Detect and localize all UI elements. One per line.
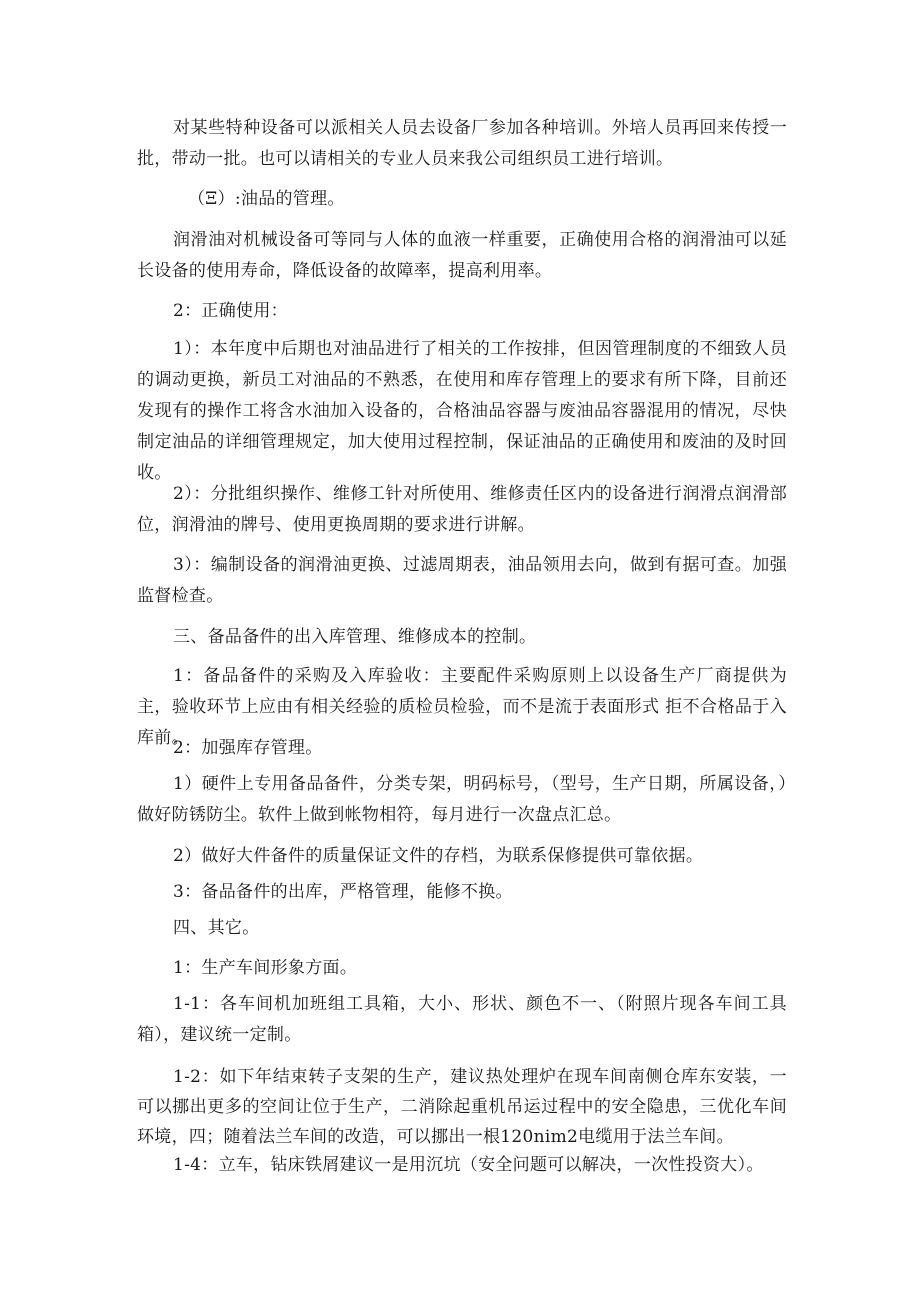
paragraph-training: 对某些特种设备可以派相关人员去设备厂参加各种培训。外培人员再回来传授一批，带动一批。也可以请相关的专业人员来我公司组织员工进行培训。 bbox=[137, 118, 787, 169]
paragraph-procurement: 1：备品备件的采购及入库验收：主要配件采购原则上以设备生产厂商提供为主，验收环节上应由有相关经验的质检员检验，而不是流于表面形式 拒不合格品于入库前。 bbox=[137, 666, 787, 748]
paragraph-warranty-docs: 2）做好大件备件的质量保证文件的存档，为联系保修提供可靠依据。 bbox=[173, 846, 704, 866]
heading-workshop-image: 1：生产车间形象方面。 bbox=[173, 958, 358, 978]
paragraph-hardware-software: 1）硬件上专用备品备件，分类专架，明码标号，（型号，生产日期，所属设备，）做好防锈防尘。软件上做到帐物相符，每月进行一次盘点汇总。 bbox=[137, 774, 787, 825]
paragraph-lubrication-schedule: 3）：编制设备的润滑油更换、过滤周期表，油品领用去向，做到有据可查。加强监督检查。 bbox=[137, 555, 787, 606]
paragraph-heat-treatment: 1-2：如下年结束转子支架的生产，建议热处理炉在现车间南侧仓库东安装，一可以挪出更多的空间让位于生产，二消除起重机吊运过程中的安全隐患，三优化车间环境，四；随着法兰车间的改造，可以挪出一根120nim2电缆用于法兰车间。 bbox=[137, 1067, 787, 1147]
paragraph-outbound: 3：备品备件的出库，严格管理，能修不换。 bbox=[173, 882, 513, 902]
paragraph-oil-work-arrangement: 1）：本年度中后期也对油品进行了相关的工作按排，但因管理制度的不细致人员的调动更换，新员工对油品的不熟悉，在使用和库存管理上的要求有所下降，目前还发现有的操作工将含水油加入设备的，合格油品容器与废油品容器混用的情况，尽快制定油品的详细管理规定，加大使用过程控制，保证油品的正确使用和废油的及时回收。 bbox=[137, 339, 787, 483]
heading-other: 四、其它。 bbox=[173, 918, 260, 938]
heading-oil-management: （Ξ）:油品的管理。 bbox=[188, 189, 345, 209]
heading-inventory: 2：加强库存管理。 bbox=[173, 738, 323, 758]
paragraph-lubrication-training: 2）：分批组织操作、维修工针对所使用、维修责任区内的设备进行润滑点润滑部位，润滑油的牌号、使用更换周期的要求进行讲解。 bbox=[137, 484, 787, 535]
paragraph-chips: 1-4：立车，钻床铁屑建议一是用沉坑（安全问题可以解决，一次性投资大）。 bbox=[173, 1155, 764, 1175]
paragraph-toolboxes: 1-1：各车间机加班组工具箱，大小、形状、颜色不一、（附照片现各车间工具箱），建议统一定制。 bbox=[137, 994, 787, 1045]
heading-correct-use: 2：正确使用： bbox=[173, 301, 288, 321]
paragraph-lubricant-importance: 润滑油对机械设备可等同与人体的血液一样重要，正确使用合格的润滑油可以延长设备的使用寿命，降低设备的故障率，提高利用率。 bbox=[137, 230, 787, 281]
heading-spare-parts: 三、备品备件的出入库管理、维修成本的控制。 bbox=[173, 627, 537, 647]
